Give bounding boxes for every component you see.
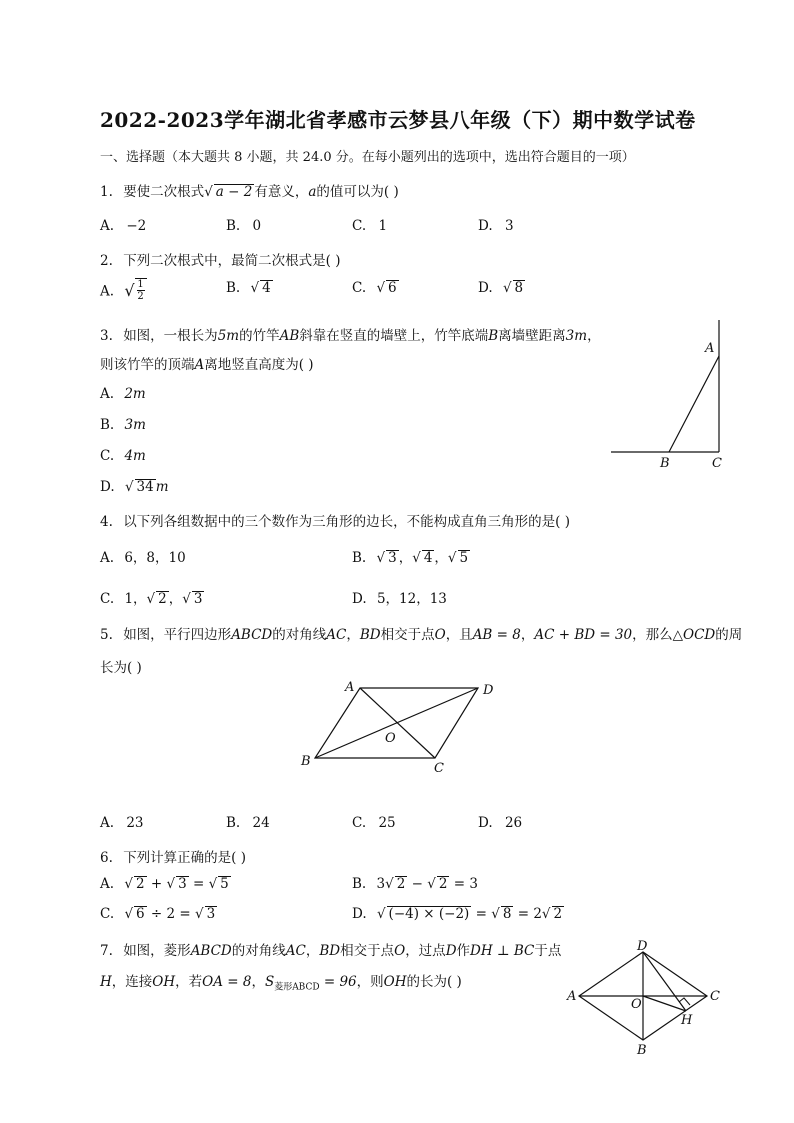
radicand: 2 <box>553 906 563 922</box>
question-3-line-1 <box>100 324 601 344</box>
option-value: 1， <box>124 591 147 607</box>
radical-sign: √ <box>502 280 512 296</box>
option-label: D. <box>478 280 493 296</box>
math-inline: AB <box>279 328 300 344</box>
radical-sign: √ <box>146 591 156 607</box>
radicand: a − 2 <box>215 184 253 200</box>
radical-sign: √ <box>541 906 551 922</box>
question-5-line-2 <box>100 656 142 676</box>
operator: ÷ 2 = <box>146 906 196 922</box>
radicand: 8 <box>514 280 524 296</box>
option-b <box>226 280 273 296</box>
question-text: 长为( ) <box>100 660 142 676</box>
option-label: C. <box>352 280 367 296</box>
question-text: ， <box>520 627 535 643</box>
option-b <box>100 417 146 433</box>
option-value <box>124 278 146 302</box>
option-label: B. <box>226 815 241 831</box>
point-label-c: C <box>710 989 720 1004</box>
option-label: B. <box>352 550 367 566</box>
math-inline: AB = 8 <box>472 627 521 643</box>
radicand: 6 <box>136 906 145 922</box>
question-7-line-1 <box>100 939 561 959</box>
question-text: 斜靠在竖直的墙壁上，竹竿底端 <box>299 328 489 344</box>
question-1 <box>100 180 399 200</box>
separator: ， <box>398 550 413 566</box>
coefficient: 3 <box>376 876 386 892</box>
question-text: 要使二次根式 <box>123 184 205 200</box>
operator: = 3 <box>449 876 478 892</box>
point-label-a: A <box>705 341 715 356</box>
option-label: C. <box>352 815 367 831</box>
radicand: 3 <box>206 906 216 922</box>
question-number: 4. <box>100 514 113 530</box>
radical-sign: √ <box>250 280 260 296</box>
option-label: C. <box>100 591 115 607</box>
math-inline: 5m <box>217 328 240 344</box>
math-inline: BD <box>359 627 381 643</box>
radical-sign: √ <box>124 906 134 922</box>
radicand: 2 <box>135 876 145 892</box>
question-text: 如图，一根长为 <box>123 328 218 344</box>
option-a <box>100 546 186 566</box>
question-number: 1. <box>100 184 113 200</box>
question-text: 有意义， <box>254 184 309 200</box>
math-inline: O <box>394 943 406 959</box>
question-text: 离墙壁距离 <box>498 328 566 344</box>
option-value: 26 <box>504 815 523 831</box>
figure-q7-rhombus <box>565 938 735 1060</box>
question-3-line-2 <box>100 353 314 373</box>
option-value: 4m <box>124 448 146 464</box>
option-d <box>478 218 514 234</box>
radicand: 2 <box>396 876 406 892</box>
option-label: A. <box>100 876 115 892</box>
radical-sign: √ <box>195 906 204 922</box>
question-text: 作 <box>456 943 471 959</box>
radical-sign: √ <box>376 906 386 922</box>
option-value: −2 <box>126 218 147 234</box>
point-label-c: C <box>712 456 722 471</box>
point-label-d: D <box>483 683 494 698</box>
option-label: B. <box>352 876 367 892</box>
question-text: ，若 <box>175 974 203 990</box>
option-c <box>100 906 217 922</box>
option-label: A. <box>100 815 115 831</box>
math-inline: AC <box>285 943 306 959</box>
question-text: 的值可以为( ) <box>316 184 399 200</box>
pole-line <box>669 356 719 452</box>
section-header: 一、选择题（本大题共 8 小题，共 24.0 分。在每小题列出的选项中，选出符合题目的一项） <box>100 150 635 165</box>
math-inline: OA = 8 <box>202 974 252 990</box>
radical-sign: √ <box>208 876 218 892</box>
option-b <box>352 876 478 892</box>
radicand: 3 <box>178 876 187 892</box>
math-inline: D <box>445 943 457 959</box>
option-value: 5，12，13 <box>376 591 447 607</box>
math-inline: O <box>434 627 446 643</box>
question-number: 6. <box>100 850 113 866</box>
operator: = 2 <box>513 906 542 922</box>
question-text: 以下列各组数据中的三个数作为三角形的边长，不能构成直角三角形的是( ) <box>123 514 571 530</box>
point-label-o: O <box>385 731 396 746</box>
option-d <box>478 280 525 296</box>
question-text: 离地竖直高度为( ) <box>204 357 314 373</box>
radicand: 34 <box>136 479 154 495</box>
question-text: ，且 <box>445 627 473 643</box>
option-value: 3 <box>504 218 514 234</box>
point-label-d: D <box>637 939 648 954</box>
option-c <box>352 280 399 296</box>
option-label: D. <box>100 479 115 495</box>
math-inline: BD <box>319 943 341 959</box>
question-2 <box>100 249 341 269</box>
question-text: 则该竹竿的顶端 <box>100 357 195 373</box>
variable: a <box>308 184 317 200</box>
question-text: 的周 <box>715 627 743 643</box>
point-label-a: A <box>567 989 577 1004</box>
question-number: 5. <box>100 627 113 643</box>
radical-sign: √ <box>166 876 176 892</box>
option-value: 2m <box>124 386 146 402</box>
option-value: 0 <box>252 218 262 234</box>
option-label: B. <box>226 218 241 234</box>
question-7-line-2 <box>100 970 462 993</box>
point-label-c: C <box>434 761 444 776</box>
question-text: ，那么 <box>632 627 673 643</box>
separator: ， <box>168 591 183 607</box>
radicand: 5 <box>220 876 229 892</box>
option-label: B. <box>226 280 241 296</box>
math-inline: OH <box>383 974 407 990</box>
option-label: D. <box>352 591 367 607</box>
question-4 <box>100 510 570 530</box>
option-value: 1 <box>378 218 388 234</box>
option-label: D. <box>352 906 367 922</box>
option-label: A. <box>100 218 115 234</box>
option-c <box>100 587 204 607</box>
question-text: 相交于点 <box>380 627 435 643</box>
option-label: A. <box>100 550 115 566</box>
diagonal-bd <box>315 688 478 758</box>
question-text: 于点 <box>534 943 562 959</box>
option-a <box>100 876 231 892</box>
figure-q5-parallelogram <box>295 676 505 776</box>
question-text: 下列二次根式中，最简二次根式是( ) <box>123 253 341 269</box>
question-6 <box>100 846 246 866</box>
radicand: 6 <box>388 280 397 296</box>
point-label-b: B <box>301 754 311 769</box>
option-c <box>352 218 387 234</box>
option-label: A. <box>100 283 115 300</box>
question-text: 下列计算正确的是( ) <box>123 850 247 866</box>
option-unit: m <box>155 479 169 495</box>
radicand: 2 <box>438 876 448 892</box>
question-text: ， <box>251 974 265 990</box>
question-number: 7. <box>100 943 113 959</box>
math-inline: S <box>264 974 275 990</box>
math-inline: H <box>100 974 112 990</box>
radicand: 3 <box>388 550 397 566</box>
fraction-numerator: 1 <box>137 279 144 290</box>
option-label: C. <box>352 218 367 234</box>
option-value: 25 <box>378 815 396 831</box>
option-d <box>100 479 169 495</box>
math-inline: AC <box>326 627 347 643</box>
option-value: 23 <box>126 815 144 831</box>
operator: + <box>146 876 167 892</box>
radicand: 3 <box>193 591 203 607</box>
option-label: D. <box>478 218 493 234</box>
option-c <box>352 815 396 831</box>
subscript: 菱形ABCD <box>274 982 320 993</box>
math-inline: = 96 <box>319 974 357 990</box>
question-number: 3. <box>100 328 113 344</box>
point-label-o: O <box>631 997 642 1012</box>
radical-sign: √ <box>204 184 213 200</box>
math-inline: B <box>488 328 499 344</box>
math-inline: ABCD <box>231 627 273 643</box>
radicand: 4 <box>423 550 433 566</box>
option-label: D. <box>478 815 493 831</box>
question-text: 如图，菱形 <box>123 943 191 959</box>
math-inline: A <box>194 357 205 373</box>
radical-sign: √ <box>376 550 386 566</box>
option-a <box>100 386 146 402</box>
radicand: 2 <box>158 591 167 607</box>
option-c <box>100 448 146 464</box>
option-b <box>226 815 270 831</box>
page-title: 2022-2023学年湖北省孝感市云梦县八年级（下）期中数学试卷 <box>100 108 696 132</box>
question-text: 相交于点 <box>340 943 395 959</box>
question-text: 如图，平行四边形 <box>123 627 232 643</box>
point-label-a: A <box>345 680 355 695</box>
question-text: ， <box>305 943 320 959</box>
radicand: 5 <box>459 550 469 566</box>
figure-q3-ladder <box>605 318 735 478</box>
operator: = <box>471 906 492 922</box>
question-text: ，连接 <box>111 974 153 990</box>
radical-sign: √ <box>427 876 436 892</box>
option-label: C. <box>100 448 115 464</box>
fraction-denominator: 2 <box>137 291 144 302</box>
option-label: B. <box>100 417 115 433</box>
math-inline: OH <box>152 974 176 990</box>
question-text: 的竹竿 <box>239 328 280 344</box>
question-text: ，则 <box>356 974 384 990</box>
option-value: 3m <box>124 417 146 433</box>
radical-sign: √ <box>182 591 191 607</box>
option-d <box>352 587 447 607</box>
question-text: ， <box>587 328 601 344</box>
math-inline: 3m <box>565 328 588 344</box>
radical-sign: √ <box>491 906 500 922</box>
radicand: 4 <box>262 280 271 296</box>
math-inline: AC + BD = 30 <box>534 627 633 643</box>
option-d <box>352 906 564 922</box>
math-inline: DH ⊥ BC <box>470 943 535 959</box>
separator: ， <box>434 550 448 566</box>
operator: = <box>188 876 209 892</box>
question-text: 的对角线 <box>272 627 327 643</box>
radical-sign: √ <box>412 550 421 566</box>
radicand: (−4) × (−2) <box>388 906 470 922</box>
option-value: 24 <box>252 815 270 831</box>
radical-sign: √ <box>124 876 133 892</box>
radical-sign: √ <box>124 280 135 300</box>
math-inline: ABCD <box>190 943 232 959</box>
radical-sign: √ <box>124 479 134 495</box>
option-a <box>100 278 147 302</box>
radical-sign: √ <box>447 550 457 566</box>
option-d <box>478 815 522 831</box>
option-label: A. <box>100 386 115 402</box>
option-b <box>352 546 470 566</box>
question-text: ， <box>346 627 360 643</box>
option-a <box>100 815 144 831</box>
radical-sign: √ <box>385 876 394 892</box>
question-number: 2. <box>100 253 113 269</box>
point-label-b: B <box>660 456 670 471</box>
option-a <box>100 218 146 234</box>
radical-sign: √ <box>376 280 386 296</box>
question-text: 的对角线 <box>231 943 286 959</box>
question-text: ，过点 <box>405 943 446 959</box>
option-value: 6，8，10 <box>124 550 186 566</box>
math-inline: △OCD <box>672 627 716 643</box>
point-label-h: H <box>681 1013 693 1028</box>
point-label-b: B <box>637 1043 647 1058</box>
option-label: C. <box>100 906 115 922</box>
question-text: 的长为( ) <box>406 974 462 990</box>
operator: − <box>407 876 428 892</box>
segment-oh <box>643 996 686 1011</box>
option-b <box>226 218 261 234</box>
question-5-line-1 <box>100 623 742 643</box>
radicand: 8 <box>502 906 512 922</box>
